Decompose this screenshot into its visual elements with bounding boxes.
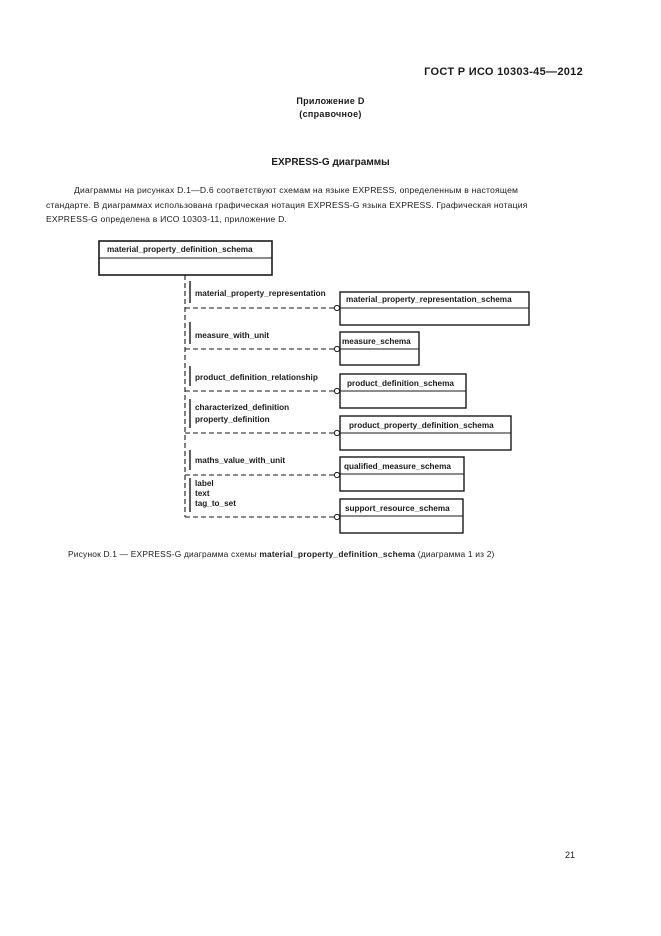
paragraph-line-2: стандарте. В диаграммах использована графическая нотация EXPRESS-G языка EXPRESS. Графическая нотация [46, 199, 528, 210]
reference-circle [334, 388, 339, 393]
reference-circle [334, 305, 339, 310]
reference-group [190, 478, 463, 533]
reference-circle [334, 514, 339, 519]
reference-label: label [195, 479, 214, 488]
section-title: EXPRESS-G диаграммы [271, 157, 390, 168]
reference-circle [334, 430, 339, 435]
reference-group [185, 281, 529, 325]
schema-label: product_definition_schema [347, 379, 454, 388]
reference-group [185, 322, 419, 365]
schema-label: measure_schema [342, 337, 411, 346]
caption-suffix: (диаграмма 1 из 2) [415, 549, 495, 559]
schema-label: support_resource_schema [345, 504, 450, 513]
reference-label: property_definition [195, 415, 270, 424]
page-number: 21 [564, 850, 575, 860]
main-schema-label: material_property_definition_schema [107, 245, 253, 254]
reference-label: characterized_definition [195, 403, 290, 412]
schema-label: product_property_definition_schema [349, 421, 494, 430]
reference-group [185, 450, 464, 491]
caption-prefix: Рисунок D.1 — EXPRESS-G диаграмма схемы [68, 549, 260, 559]
reference-circle [334, 346, 339, 351]
reference-circle [334, 472, 339, 477]
standard-header: ГОСТ Р ИСО 10303-45—2012 [424, 66, 583, 78]
paragraph-line-1: Диаграммы на рисунках D.1—D.6 соответствуют схемам на языке EXPRESS, определенным в настоящем [74, 185, 519, 195]
annex-subtitle: (справочное) [299, 109, 362, 119]
reference-group [185, 399, 511, 450]
reference-label: measure_with_unit [195, 331, 270, 340]
reference-label: material_property_representation [195, 289, 326, 298]
annex-title: Приложение D [296, 96, 365, 106]
paragraph-line-3: EXPRESS-G определена в ИСО 10303-11, приложение D. [46, 214, 288, 224]
reference-group [185, 366, 466, 408]
schema-label: qualified_measure_schema [344, 462, 451, 471]
schema-label: material_property_representation_schema [346, 295, 512, 304]
reference-label: maths_value_with_unit [195, 456, 286, 465]
figure-caption [68, 549, 495, 559]
caption-schema-name: material_property_definition_schema [259, 549, 416, 559]
reference-label: product_definition_relationship [195, 373, 318, 382]
reference-label: tag_to_set [195, 499, 236, 508]
reference-label: text [195, 489, 210, 498]
